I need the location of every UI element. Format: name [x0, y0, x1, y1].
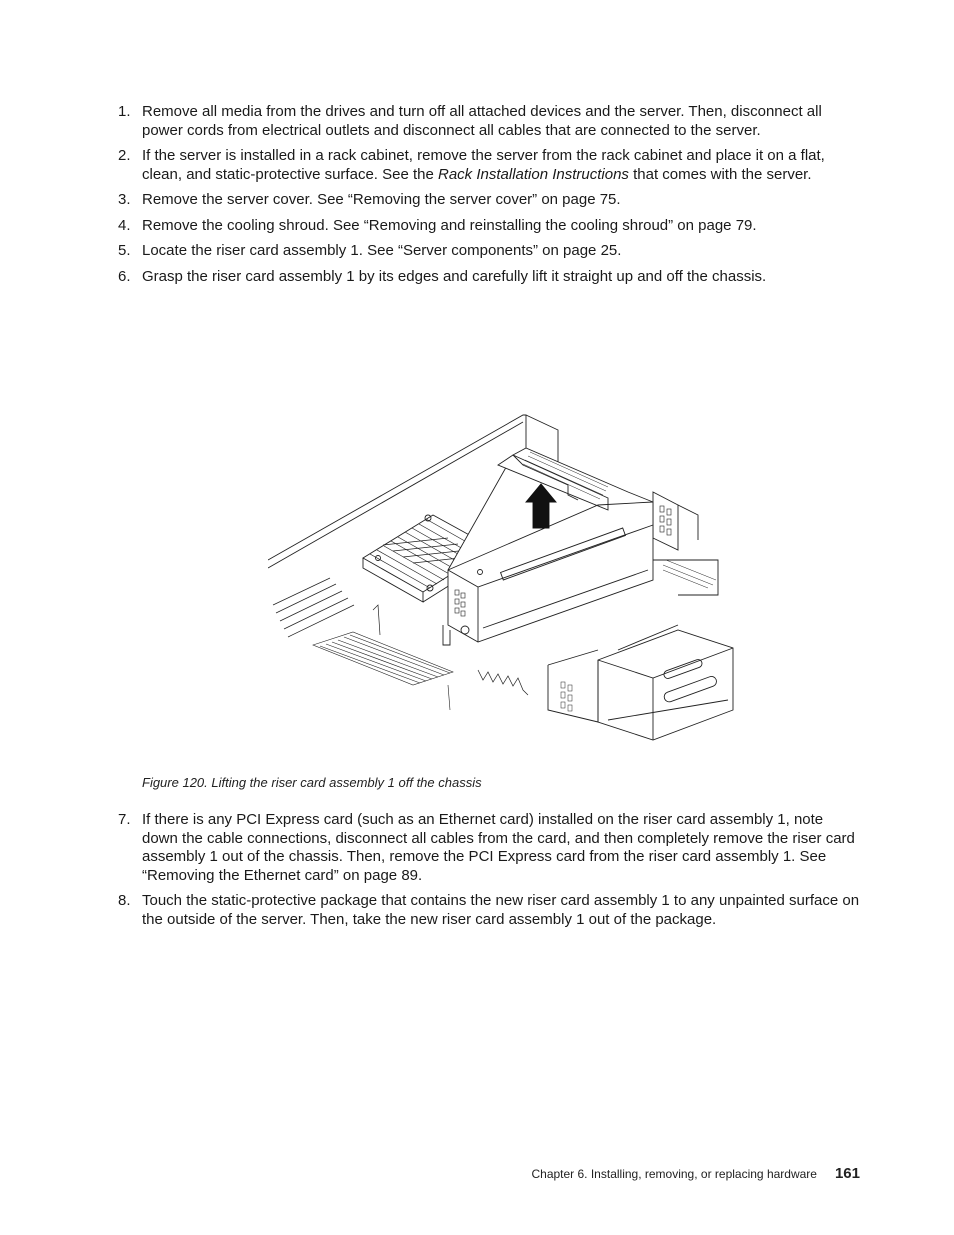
step-number: 3. — [118, 191, 131, 208]
page-footer — [531, 1165, 860, 1182]
step-text: Grasp the riser card assembly 1 by its edges and carefully lift it straight up and off the chassis. — [142, 267, 767, 285]
step-number: 2. — [118, 147, 131, 164]
step-number: 5. — [118, 242, 131, 259]
step-text: Remove the server cover. See “Removing the server cover” on page 75. — [142, 191, 621, 208]
step-item — [118, 217, 863, 236]
connector-pins — [478, 670, 528, 695]
step-item — [118, 811, 863, 885]
memory-slots — [273, 578, 354, 637]
drive-cage — [598, 630, 733, 740]
drive-cage-vents — [561, 682, 572, 711]
riser-card-assembly — [443, 448, 653, 645]
step-item — [118, 147, 863, 184]
step-text: If the server is installed in a rack cabinet, remove the server from the rack cabinet and place it on a flat, clean, and static-protective surface. See the — [142, 147, 825, 183]
step-item — [118, 892, 863, 929]
footer-chapter: Chapter 6. Installing, removing, or replacing hardware — [531, 1167, 817, 1181]
step-text: If there is any PCI Express card (such as an Ethernet card) installed on the riser card assembly 1, note down the cable connections, disconnect all cables from the card, and then completely remove the riser card assembly 1 out of the chassis. Then, remove the PCI Express card from the riser card assembly 1. See “Removing the Ethernet card” on page 89. — [142, 811, 855, 884]
step-item — [118, 191, 863, 210]
step-item — [118, 242, 863, 261]
riser-card-removal-illustration — [268, 410, 738, 755]
step-text: Touch the static-protective package that contains the new riser card assembly 1 to any unpainted surface on the outside of the server. Then, take the new riser card assembly 1 out of the package. — [142, 892, 860, 928]
page-number: 161 — [834, 1165, 860, 1182]
step-number: 6. — [118, 267, 131, 285]
figure-caption: Figure 120. Lifting the riser card assembly 1 off the chassis — [142, 775, 482, 790]
step-item — [118, 268, 863, 287]
step-item — [118, 103, 863, 140]
steps-list-top — [118, 103, 863, 293]
step-number: 7. — [118, 811, 131, 828]
step-number: 4. — [118, 216, 131, 234]
steps-list-bottom — [118, 811, 863, 936]
step-text: Remove the cooling shroud. See “Removing and reinstalling the cooling shroud” on page 79. — [142, 216, 757, 234]
right-panel — [653, 560, 718, 595]
step-text: that comes with the server. — [628, 165, 812, 183]
rear-bracket — [653, 492, 678, 550]
step-text-italic: Rack Installation Instructions — [438, 165, 629, 183]
step-text: Locate the riser card assembly 1. See “Server components” on page 25. — [142, 242, 622, 259]
rear-bracket-vents — [660, 506, 671, 535]
step-number: 1. — [118, 103, 131, 120]
ribbon-cable — [313, 632, 453, 685]
step-number: 8. — [118, 892, 131, 909]
step-text: Remove all media from the drives and turn off all attached devices and the server. Then, disconnect all power cords from electrical outlets and disconnect all cables that are connected to the server. — [142, 103, 822, 139]
